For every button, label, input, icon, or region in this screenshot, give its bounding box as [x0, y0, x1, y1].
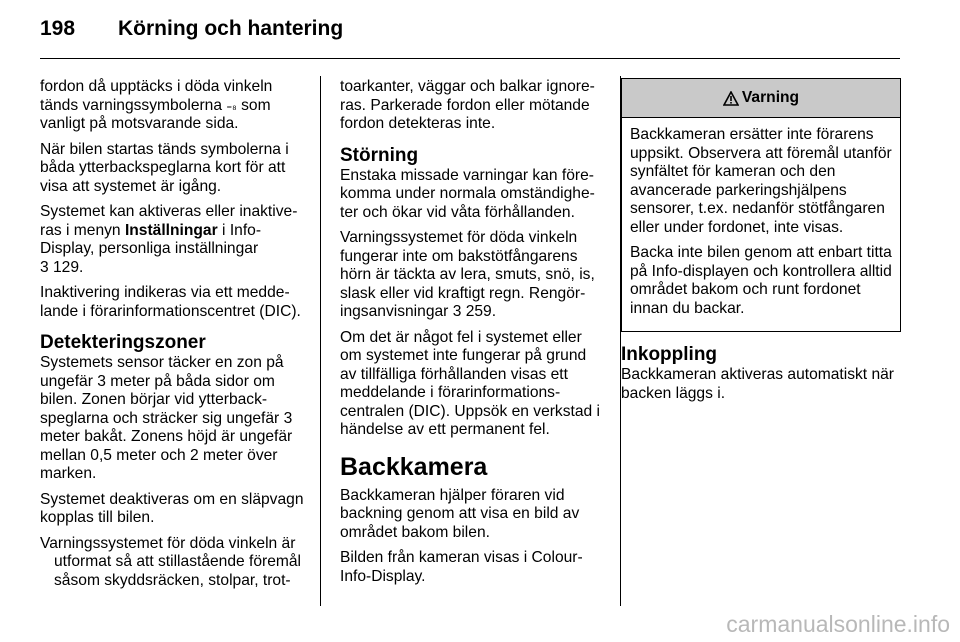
paragraph-camera-purpose: Backkameran hjälper föraren vid backning genom att visa en bild av området bakom bilen.	[340, 486, 580, 541]
paragraph-text: Systemet kan aktiveras eller inaktiveras i menyn	[40, 203, 298, 239]
paragraph-deactivation: Inaktivering indikeras via ett meddelande i förarinformationscentret (DIC).	[40, 284, 301, 320]
page-number: 198	[40, 17, 76, 40]
paragraph-trailer: Systemet deaktiveras om en släpvagn kopplas till bilen.	[40, 490, 304, 526]
paragraph-zones: Systemets sensor täcker en zon på ungefär 3 meter på båda sidor om bilen. Zonen börjar vid ytterbackspeglarna och sträcker sig ungefär 3 meter bakåt. Zonens höjd är ungefär mellan 0,5 meter och 2 meter över marken.	[40, 354, 293, 482]
paragraph-text: i Info-Display, personliga inställningar	[40, 221, 262, 257]
heading-detection-zones: Detekteringszoner	[40, 332, 206, 353]
page-reference[interactable]: 3 129.	[40, 258, 84, 276]
warning-body	[622, 118, 900, 331]
paragraph-missed-warnings: Enstaka missade varningar kan förekomma under normala omständigheter och ökar vid våta förhållanden.	[340, 166, 595, 221]
column-2	[340, 78, 606, 593]
paragraph-system-fault: Om det är något fel i systemet eller om systemet inte fungerar på grund av tillfälliga förhållanden visas ett meddelande i förarinformationscentralen (DIC). Uppsök en verkstad i händelse av ett permanent fel.	[340, 328, 600, 438]
paragraph-ignored-objects: toarkanter, väggar och balkar ignoreras. Parkerade fordon eller mötande fordon detekteras inte.	[340, 78, 595, 132]
paragraph-activation	[40, 203, 308, 277]
column-divider-1	[320, 76, 321, 606]
watermark: carmanualsonline.info	[726, 611, 950, 637]
warning-box	[621, 78, 901, 332]
page-title: Körning och hantering	[118, 17, 344, 40]
heading-rear-camera: Backkamera	[340, 452, 488, 481]
warning-triangle-icon	[723, 91, 739, 106]
paragraph-text: fordon då upptäcks i döda vinkeln tänds varningssymbolerna	[40, 78, 273, 114]
warning-paragraph-1: Backkameran ersätter inte förarens uppsikt. Observera att föremål utanför synfältet för kameran och den avancerade parkeringshjälpens sensorer, t.ex. nedanför stötfångaren eller under fordonet, inte visas.	[630, 126, 892, 236]
header-rule	[40, 58, 900, 59]
section-engagement	[621, 344, 901, 403]
column-1	[40, 78, 308, 597]
paragraph-engagement: Backkameran aktiveras automatiskt när backen läggs i.	[621, 366, 895, 402]
paragraph-text: som vanligt på motsvarande sida.	[40, 96, 271, 132]
heading-fault: Störning	[340, 144, 419, 166]
paragraph-bumper-dirt	[340, 229, 606, 322]
heading-engagement: Inkoppling	[621, 344, 718, 365]
warning-header	[622, 79, 900, 118]
menu-name-settings: Inställningar	[124, 221, 218, 239]
paragraph-startup: När bilen startas tänds symbolerna i båda ytterbackspeglarna kort för att visa att systemet är igång.	[40, 140, 289, 195]
paragraph-blind-spot-symbol	[40, 78, 308, 134]
paragraph-text: Varningssystemet för döda vinkeln fungerar inte om bakstötfångarens hörn är täckta av lera, smuts, snö, is, slask eller vid kraftigt regn. Rengöringsanvisningar	[340, 229, 595, 320]
paragraph-stationary-objects: Varningssystemet för döda vinkeln är utformat så att stillastående föremål såsom skyddsräcken, stolpar, trot-	[40, 534, 302, 589]
warning-paragraph-2: Backa inte bilen genom att enbart titta på Info-displayen och kontrollera alltid området bakom och runt fordonet innan du backar.	[630, 244, 892, 317]
page-reference[interactable]: 3 259.	[452, 303, 497, 320]
paragraph-camera-display: Bilden från kameran visas i Colour-Info-Display.	[340, 549, 583, 585]
blind-spot-warning-icon: ₌₈	[226, 99, 237, 112]
warning-title: Varning	[741, 88, 800, 106]
